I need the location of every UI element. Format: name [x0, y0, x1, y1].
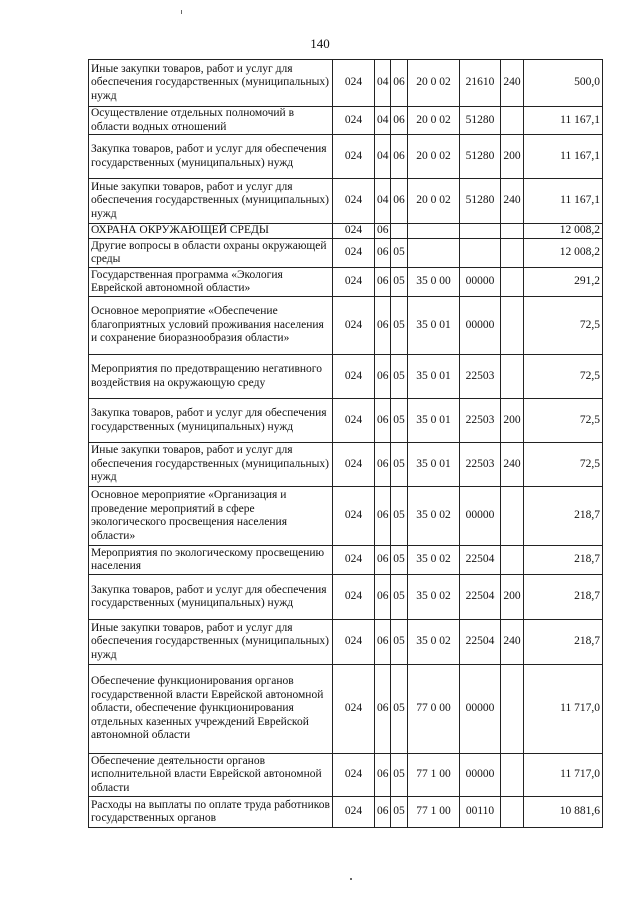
cell-target-article: 77 0 00: [408, 665, 460, 754]
cell-target-code: 00000: [460, 754, 501, 797]
cell-section: 06: [375, 268, 391, 297]
cell-expense-type: 240: [501, 443, 524, 487]
cell-subsection: 05: [391, 399, 408, 443]
table-body: [89, 60, 603, 828]
cell-grbs: 024: [333, 355, 375, 399]
cell-target-article: 35 0 01: [408, 399, 460, 443]
cell-amount: 12 008,2: [524, 239, 603, 268]
cell-amount: 291,2: [524, 268, 603, 297]
cell-expense-type: [501, 297, 524, 355]
cell-target-article: 35 0 01: [408, 443, 460, 487]
cell-target-code: [460, 224, 501, 239]
cell-grbs: 024: [333, 797, 375, 828]
table-row: [89, 107, 603, 135]
cell-expense-type: [501, 355, 524, 399]
row-name: Другие вопросы в области охраны окружающей среды: [89, 239, 333, 268]
cell-target-code: 00000: [460, 297, 501, 355]
cell-section: 06: [375, 620, 391, 665]
cell-section: 06: [375, 297, 391, 355]
cell-amount: 218,7: [524, 575, 603, 620]
cell-grbs: 024: [333, 179, 375, 224]
cell-subsection: 05: [391, 239, 408, 268]
cell-target-code: 00000: [460, 665, 501, 754]
cell-amount: 500,0: [524, 60, 603, 107]
cell-section: 04: [375, 135, 391, 179]
cell-grbs: 024: [333, 224, 375, 239]
table-row: [89, 355, 603, 399]
cell-section: 06: [375, 665, 391, 754]
row-name: Закупка товаров, работ и услуг для обеспечения государственных (муниципальных) нужд: [89, 399, 333, 443]
cell-amount: 72,5: [524, 297, 603, 355]
cell-grbs: 024: [333, 297, 375, 355]
cell-amount: 72,5: [524, 443, 603, 487]
cell-target-code: 00000: [460, 268, 501, 297]
row-name: Основное мероприятие «Организация и проведение мероприятий в сфере экологического просвещения населения области»: [89, 487, 333, 546]
cell-amount: 12 008,2: [524, 224, 603, 239]
cell-amount: 72,5: [524, 355, 603, 399]
row-name: Иные закупки товаров, работ и услуг для обеспечения государственных (муниципальных) нужд: [89, 443, 333, 487]
cell-subsection: 05: [391, 297, 408, 355]
cell-grbs: 024: [333, 443, 375, 487]
cell-expense-type: 240: [501, 60, 524, 107]
cell-amount: 11 167,1: [524, 107, 603, 135]
cell-grbs: 024: [333, 665, 375, 754]
cell-subsection: 06: [391, 179, 408, 224]
cell-grbs: 024: [333, 546, 375, 575]
row-name: Иные закупки товаров, работ и услуг для обеспечения государственных (муниципальных) нужд: [89, 179, 333, 224]
cell-target-code: 51280: [460, 179, 501, 224]
cell-amount: 11 717,0: [524, 754, 603, 797]
cell-subsection: 05: [391, 268, 408, 297]
cell-expense-type: [501, 268, 524, 297]
cell-target-article: 35 0 01: [408, 297, 460, 355]
table-row: [89, 797, 603, 828]
page-number: 140: [310, 36, 330, 51]
scan-speck-top: [181, 10, 182, 14]
cell-grbs: 024: [333, 487, 375, 546]
cell-subsection: 05: [391, 355, 408, 399]
cell-section: 06: [375, 754, 391, 797]
cell-subsection: 06: [391, 60, 408, 107]
cell-target-article: [408, 239, 460, 268]
row-name: Иные закупки товаров, работ и услуг для обеспечения государственных (муниципальных) нужд: [89, 620, 333, 665]
cell-target-code: 22504: [460, 575, 501, 620]
cell-target-code: 22504: [460, 620, 501, 665]
cell-subsection: [391, 224, 408, 239]
cell-target-code: 22504: [460, 546, 501, 575]
cell-expense-type: 200: [501, 135, 524, 179]
table-row: [89, 239, 603, 268]
cell-target-code: [460, 239, 501, 268]
cell-grbs: 024: [333, 107, 375, 135]
cell-expense-type: [501, 107, 524, 135]
table-row: [89, 546, 603, 575]
cell-amount: 72,5: [524, 399, 603, 443]
row-name: Обеспечение функционирования органов государственной власти Еврейской автономной области, обеспечение функционирования отдельных казенных учреждений Еврейской автономной области: [89, 665, 333, 754]
table-row: [89, 487, 603, 546]
table-row: [89, 620, 603, 665]
cell-section: 04: [375, 60, 391, 107]
cell-amount: 218,7: [524, 620, 603, 665]
row-name: Осуществление отдельных полномочий в области водных отношений: [89, 107, 333, 135]
cell-expense-type: [501, 665, 524, 754]
cell-target-article: 77 1 00: [408, 754, 460, 797]
cell-target-article: [408, 224, 460, 239]
cell-section: 04: [375, 107, 391, 135]
row-name: Государственная программа «Экология Еврейской автономной области»: [89, 268, 333, 297]
table-row: [89, 575, 603, 620]
row-name: Расходы на выплаты по оплате труда работников государственных органов: [89, 797, 333, 828]
cell-section: 06: [375, 355, 391, 399]
cell-expense-type: [501, 224, 524, 239]
cell-expense-type: 240: [501, 179, 524, 224]
cell-target-code: 51280: [460, 107, 501, 135]
cell-section: 06: [375, 399, 391, 443]
cell-section: 06: [375, 575, 391, 620]
cell-target-article: 35 0 02: [408, 575, 460, 620]
cell-amount: 10 881,6: [524, 797, 603, 828]
cell-section: 06: [375, 239, 391, 268]
cell-subsection: 06: [391, 107, 408, 135]
cell-target-code: 22503: [460, 443, 501, 487]
row-name: Основное мероприятие «Обеспечение благоприятных условий проживания населения и сохранение биоразнообразия области»: [89, 297, 333, 355]
scan-speck-bottom: [350, 878, 352, 880]
cell-expense-type: [501, 546, 524, 575]
cell-subsection: 05: [391, 575, 408, 620]
table-row: [89, 268, 603, 297]
cell-grbs: 024: [333, 268, 375, 297]
cell-subsection: 05: [391, 487, 408, 546]
row-name: ОХРАНА ОКРУЖАЮЩЕЙ СРЕДЫ: [89, 224, 333, 239]
cell-amount: 11 167,1: [524, 179, 603, 224]
table-row: [89, 224, 603, 239]
cell-amount: 218,7: [524, 487, 603, 546]
cell-target-code: 22503: [460, 399, 501, 443]
cell-subsection: 05: [391, 546, 408, 575]
cell-grbs: 024: [333, 399, 375, 443]
cell-subsection: 05: [391, 620, 408, 665]
row-name: Закупка товаров, работ и услуг для обеспечения государственных (муниципальных) нужд: [89, 575, 333, 620]
table-row: [89, 443, 603, 487]
cell-expense-type: [501, 797, 524, 828]
table-row: [89, 297, 603, 355]
cell-grbs: 024: [333, 575, 375, 620]
cell-subsection: 05: [391, 665, 408, 754]
cell-target-article: 20 0 02: [408, 107, 460, 135]
cell-expense-type: [501, 487, 524, 546]
cell-grbs: 024: [333, 620, 375, 665]
cell-target-article: 35 0 02: [408, 546, 460, 575]
row-name: Закупка товаров, работ и услуг для обеспечения государственных (муниципальных) нужд: [89, 135, 333, 179]
cell-target-code: 00000: [460, 487, 501, 546]
cell-amount: 11 167,1: [524, 135, 603, 179]
table-row: [89, 179, 603, 224]
cell-target-article: 35 0 02: [408, 620, 460, 665]
cell-grbs: 024: [333, 239, 375, 268]
cell-target-article: 35 0 01: [408, 355, 460, 399]
table-row: [89, 60, 603, 107]
cell-section: 06: [375, 443, 391, 487]
cell-target-article: 77 1 00: [408, 797, 460, 828]
cell-subsection: 05: [391, 797, 408, 828]
row-name: Мероприятия по предотвращению негативного воздействия на окружающую среду: [89, 355, 333, 399]
cell-amount: 11 717,0: [524, 665, 603, 754]
table-row: [89, 399, 603, 443]
cell-grbs: 024: [333, 135, 375, 179]
cell-target-code: 00110: [460, 797, 501, 828]
cell-subsection: 05: [391, 754, 408, 797]
cell-expense-type: [501, 754, 524, 797]
row-name: Иные закупки товаров, работ и услуг для обеспечения государственных (муниципальных) нужд: [89, 60, 333, 107]
cell-target-article: 20 0 02: [408, 60, 460, 107]
row-name: Мероприятия по экологическому просвещению населения: [89, 546, 333, 575]
cell-target-article: 20 0 02: [408, 135, 460, 179]
cell-grbs: 024: [333, 60, 375, 107]
cell-subsection: 05: [391, 443, 408, 487]
cell-expense-type: [501, 239, 524, 268]
cell-section: 06: [375, 487, 391, 546]
cell-expense-type: 240: [501, 620, 524, 665]
cell-target-code: 22503: [460, 355, 501, 399]
cell-expense-type: 200: [501, 399, 524, 443]
cell-subsection: 06: [391, 135, 408, 179]
cell-target-code: 51280: [460, 135, 501, 179]
budget-table: [88, 59, 603, 828]
cell-section: 04: [375, 179, 391, 224]
cell-amount: 218,7: [524, 546, 603, 575]
cell-target-article: 35 0 00: [408, 268, 460, 297]
cell-expense-type: 200: [501, 575, 524, 620]
cell-target-article: 20 0 02: [408, 179, 460, 224]
cell-section: 06: [375, 797, 391, 828]
table-row: [89, 665, 603, 754]
cell-section: 06: [375, 224, 391, 239]
cell-section: 06: [375, 546, 391, 575]
cell-target-code: 21610: [460, 60, 501, 107]
row-name: Обеспечение деятельности органов исполнительной власти Еврейской автономной области: [89, 754, 333, 797]
cell-target-article: 35 0 02: [408, 487, 460, 546]
table-row: [89, 135, 603, 179]
table-row: [89, 754, 603, 797]
cell-grbs: 024: [333, 754, 375, 797]
